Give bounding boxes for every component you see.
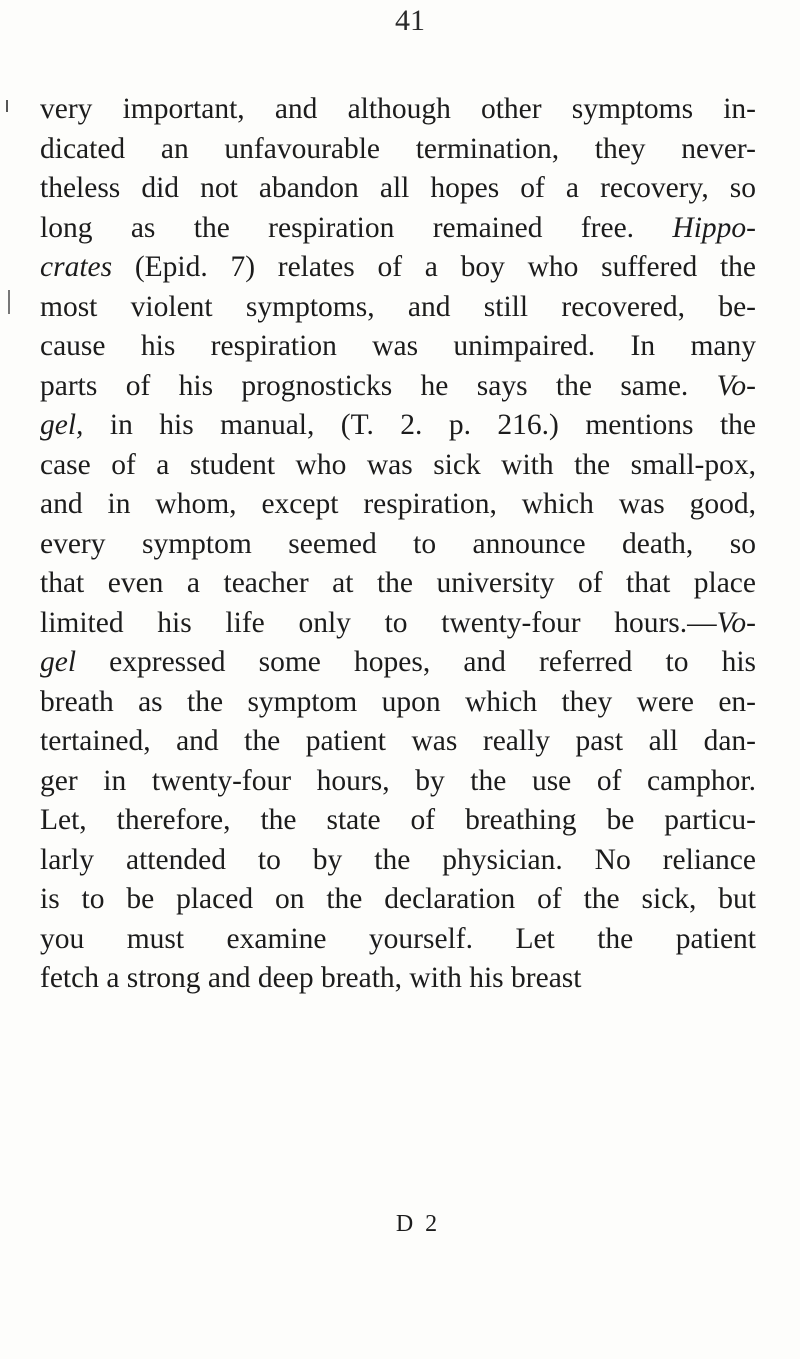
- margin-mark: [8, 290, 10, 314]
- text-line: [40, 643, 756, 683]
- text-line: [40, 683, 756, 723]
- text-run: in his manual, (T. 2. p. 216.) mentions the: [83, 409, 756, 441]
- text-line: [40, 880, 756, 920]
- text-run: that even a teacher at the university of that place: [40, 567, 756, 599]
- italic-name-text: Hippo-: [672, 211, 756, 244]
- text-run: you must examine yourself. Let the patient: [40, 922, 756, 955]
- text-line: [40, 920, 756, 960]
- page-body-text: [40, 90, 756, 999]
- page-number: 41: [395, 4, 425, 37]
- text-line: [40, 485, 756, 525]
- text-line: [40, 564, 756, 604]
- italic-name-text: gel,: [40, 409, 84, 441]
- text-run: breath as the symptom upon which they were en-: [40, 685, 756, 718]
- text-line: [40, 406, 756, 446]
- text-line: [40, 248, 756, 288]
- signature-mark: D 2: [395, 1211, 441, 1237]
- text-run: is to be placed on the declaration of the sick, but: [40, 883, 756, 915]
- text-line: [40, 841, 756, 881]
- italic-name-text: Vo-: [716, 369, 756, 402]
- text-line: [40, 959, 756, 999]
- text-line: [40, 604, 756, 644]
- text-line: [40, 525, 756, 565]
- text-run: expressed some hopes, and referred to his: [76, 646, 756, 678]
- text-run: limited his life only to twenty-four hours.—: [40, 606, 717, 639]
- text-run: most violent symptoms, and still recovered, be-: [40, 290, 756, 323]
- italic-name-text: crates: [40, 251, 113, 283]
- text-line: [40, 130, 756, 170]
- text-run: theless did not abandon all hopes of a recovery, so: [40, 172, 756, 204]
- text-run: every symptom seemed to announce death, so: [40, 527, 756, 560]
- text-run: (Epid. 7) relates of a boy who suffered the: [112, 251, 756, 283]
- text-run: fetch a strong and deep breath, with his breast: [40, 962, 582, 994]
- italic-name-text: Vo-: [716, 606, 756, 639]
- text-line: [40, 446, 756, 486]
- text-run: long as the respiration remained free.: [40, 211, 673, 244]
- text-run: dicated an unfavourable termination, they never-: [40, 132, 756, 165]
- text-line: [40, 722, 756, 762]
- text-line: [40, 367, 756, 407]
- text-line: [40, 90, 756, 130]
- text-line: [40, 209, 756, 249]
- text-run: and in whom, except respiration, which was good,: [40, 488, 756, 520]
- text-line: [40, 169, 756, 209]
- margin-mark: [6, 100, 8, 112]
- text-line: [40, 327, 756, 367]
- italic-name-text: gel: [40, 646, 77, 678]
- text-run: tertained, and the patient was really past all dan-: [40, 725, 756, 757]
- text-line: [40, 288, 756, 328]
- text-line: [40, 762, 756, 802]
- text-run: case of a student who was sick with the small-pox,: [40, 448, 756, 481]
- text-line: [40, 801, 756, 841]
- text-run: cause his respiration was unimpaired. In many: [40, 330, 756, 362]
- text-run: Let, therefore, the state of breathing be particu-: [40, 804, 756, 836]
- text-run: parts of his prognosticks he says the same.: [40, 369, 717, 402]
- text-run: larly attended to by the physician. No reliance: [40, 843, 756, 876]
- text-run: ger in twenty-four hours, by the use of camphor.: [40, 764, 756, 797]
- text-run: very important, and although other symptoms in-: [40, 93, 756, 125]
